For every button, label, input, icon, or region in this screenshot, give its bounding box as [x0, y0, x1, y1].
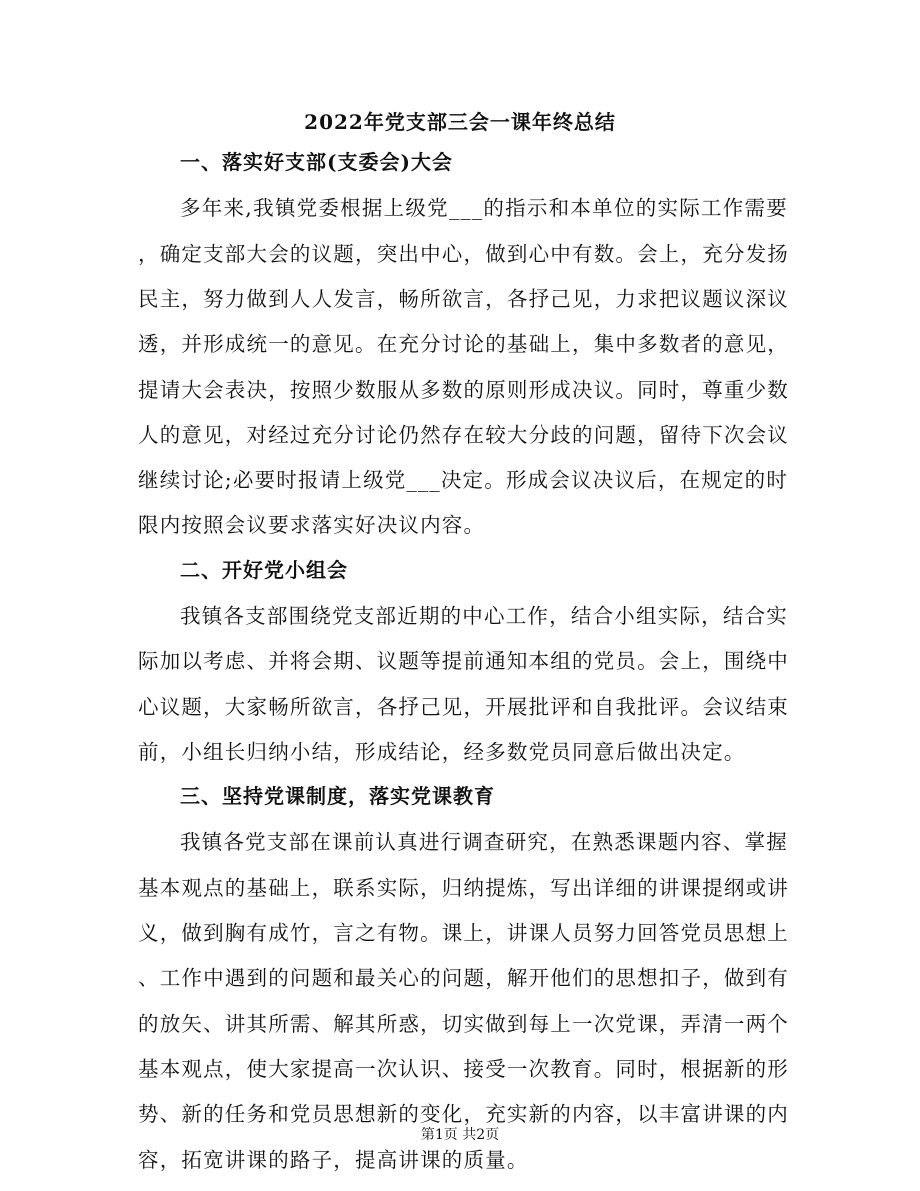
section-heading: 二、开好党小组会 [180, 558, 348, 582]
page-indicator: 第1页 共2页 [420, 1127, 500, 1143]
paragraph-line: 我镇各支部围绕党支部近期的中心工作，结合小组实际，结合实 [180, 604, 788, 628]
paragraph-line: 提请大会表决，按照少数服从多数的原则形成决议。同时，尊重少数 [138, 378, 789, 402]
paragraph-line: 前，小组长归纳小结，形成结论，经多数党员同意后做出决定。 [138, 740, 746, 764]
paragraph-line: 际加以考虑、并将会期、议题等提前通知本组的党员。会上，围绕中 [138, 649, 789, 673]
paragraph-line: 势、新的任务和党员思想新的变化，充实新的内容，以丰富讲课的内 [138, 1102, 789, 1126]
paragraph-line: 限内按照会议要求落实好决议内容。 [138, 513, 486, 537]
paragraph-line: 民主，努力做到人人发言，畅所欲言，各抒己见，力求把议题议深议 [138, 287, 789, 311]
section-heading: 三、坚持党课制度，落实党课教育 [180, 784, 495, 808]
paragraph-line: 的放矢、讲其所需、解其所惑，切实做到每上一次党课，弄清一两个 [138, 1012, 789, 1036]
paragraph-line: 容，拓宽讲课的路子，提高讲课的质量。 [138, 1148, 529, 1172]
document-title: 2022年党支部三会一课年终总结 [304, 110, 616, 134]
paragraph-line: 义，做到胸有成竹，言之有物。课上，讲课人员努力回答党员思想上 [138, 921, 789, 945]
paragraph-line: ，确定支部大会的议题，突出中心，做到心中有数。会上，充分发扬 [138, 242, 789, 266]
paragraph-line: 人的意见，对经过充分讨论仍然存在较大分歧的问题，留待下次会议 [138, 423, 789, 447]
paragraph-line: 继续讨论;必要时报请上级党___决定。形成会议决议后，在规定的时 [138, 468, 789, 492]
paragraph-line: 透，并形成统一的意见。在充分讨论的基础上，集中多数者的意见， [138, 332, 789, 356]
paragraph-line: 基本观点的基础上，联系实际，归纳提炼，写出详细的讲课提纲或讲 [138, 876, 789, 900]
paragraph-line: 多年来,我镇党委根据上级党___的指示和本单位的实际工作需要 [180, 196, 788, 220]
paragraph-line: 心议题，大家畅所欲言，各抒己见，开展批评和自我批评。会议结束 [138, 695, 789, 719]
paragraph-line: 、工作中遇到的问题和最关心的问题，解开他们的思想扣子，做到有 [138, 966, 789, 990]
paragraph-line: 我镇各党支部在课前认真进行调查研究，在熟悉课题内容、掌握 [180, 830, 788, 854]
section-heading: 一、落实好支部(支委会)大会 [180, 150, 453, 174]
paragraph-line: 基本观点，使大家提高一次认识、接受一次教育。同时，根据新的形 [138, 1057, 789, 1081]
